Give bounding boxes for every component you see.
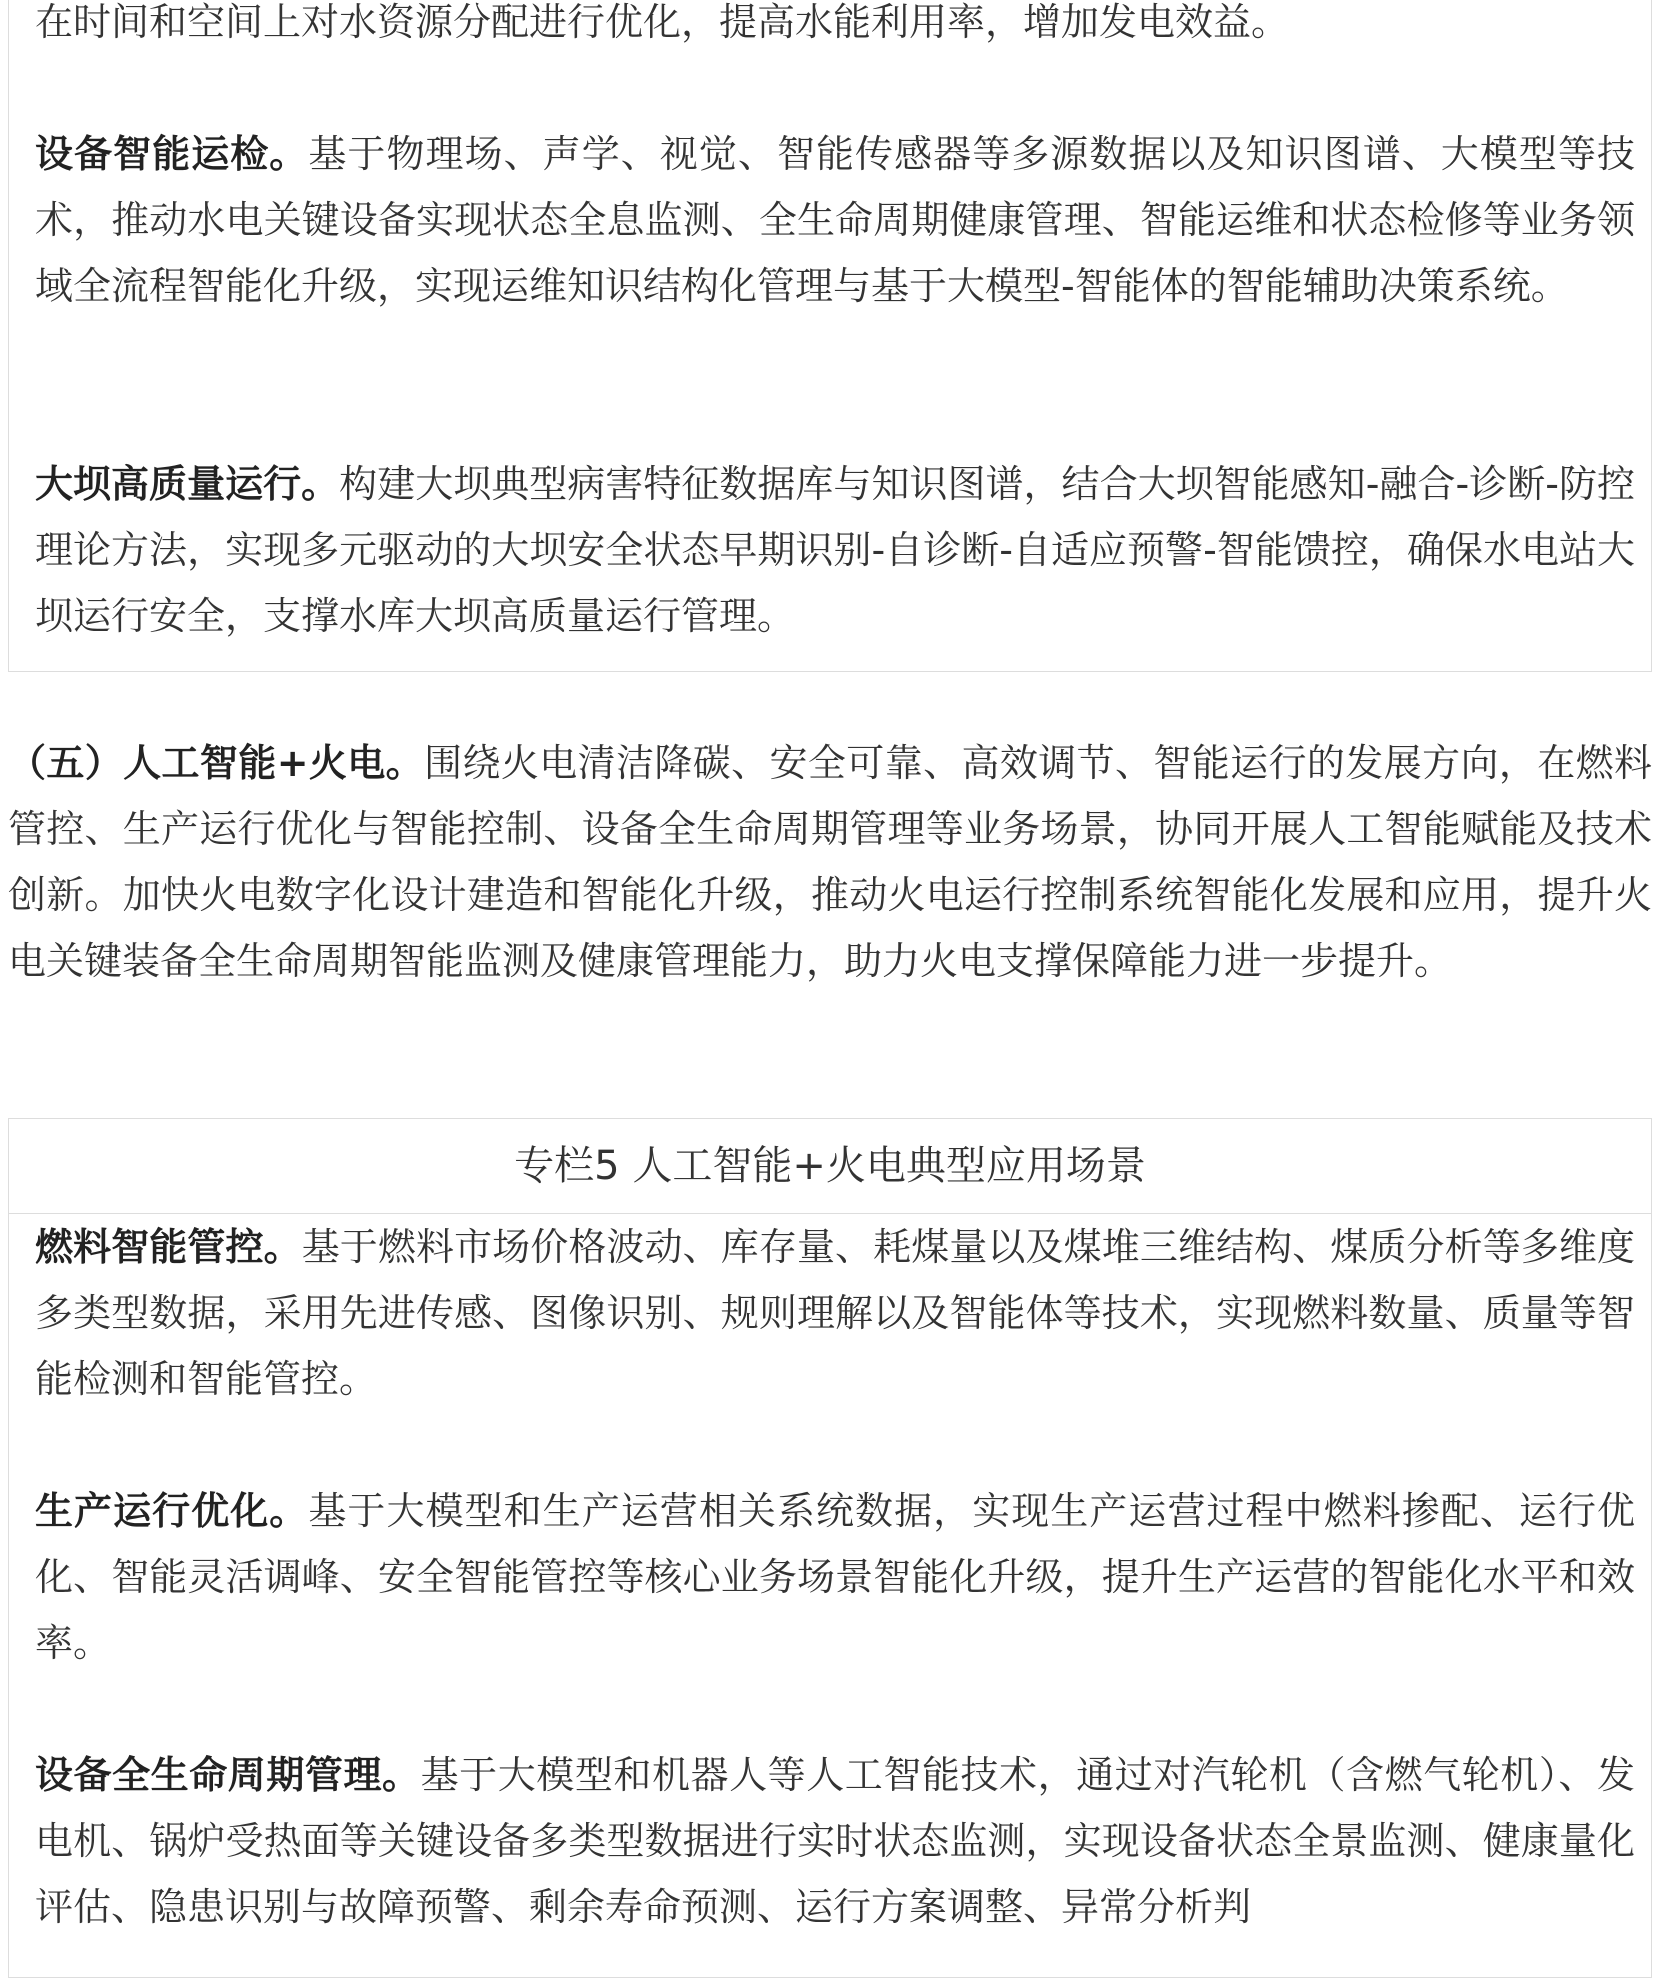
box-item-equipment-lifecycle (35, 1742, 1635, 1940)
box-item-production-optimization (35, 1478, 1635, 1676)
box-item-title: 设备全生命周期管理。 (35, 1753, 421, 1797)
box-item-body: 基于大模型和生产运营相关系统数据，实现生产运营过程中燃料掺配、运行优化、智能灵活调峰、安全智能管控等核心业务场景智能化升级，提升生产运营的智能化水平和效率。 (35, 1489, 1635, 1665)
box-item-body: 构建大坝典型病害特征数据库与知识图谱，结合大坝智能感知-融合-诊断-防控理论方法，实现多元驱动的大坝安全状态早期识别-自诊断-自适应预警-智能馈控，确保水电站大坝运行安全，支撑水库大坝高质量运行管理。 (35, 462, 1635, 638)
special-column-header: 专栏5 人工智能+火电典型应用场景 (9, 1119, 1651, 1214)
box-item-title: 燃料智能管控。 (35, 1225, 302, 1269)
section-five-body: 围绕火电清洁降碳、安全可靠、高效调节、智能运行的发展方向，在燃料管控、生产运行优化与智能控制、设备全生命周期管理等业务场景，协同开展人工智能赋能及技术创新。加快火电数字化设计建造和智能化升级，推动火电运行控制系统智能化发展和应用，提升火电关键装备全生命周期智能监测及健康管理能力，助力火电支撑保障能力进一步提升。 (8, 741, 1652, 983)
box-item-title: 大坝高质量运行。 (35, 462, 340, 506)
box-item-body: 在时间和空间上对水资源分配进行优化，提高水能利用率，增加发电效益。 (35, 0, 1290, 44)
box-item-fuel-control (35, 1214, 1635, 1412)
box-item-body: 基于大模型和机器人等人工智能技术，通过对汽轮机（含燃气轮机）、发电机、锅炉受热面等关键设备多类型数据进行实时状态监测，实现设备状态全景监测、健康量化评估、隐患识别与故障预警、剩余寿命预测、运行方案调整、异常分析判 (35, 1753, 1635, 1929)
section-five-paragraph (8, 730, 1652, 994)
box-item-title: 设备智能运检。 (35, 132, 309, 176)
section-five-title: （五）人工智能+火电。 (8, 741, 425, 785)
box-item-water-allocation (35, 0, 1635, 55)
box-item-equipment-inspection (35, 121, 1635, 319)
box-item-dam-operation (35, 451, 1635, 649)
box-item-body: 基于燃料市场价格波动、库存量、耗煤量以及煤堆三维结构、煤质分析等多维度多类型数据，采用先进传感、图像识别、规则理解以及智能体等技术，实现燃料数量、质量等智能检测和智能管控。 (35, 1225, 1635, 1401)
special-column-box-hydropower (8, 0, 1652, 672)
box-item-title: 生产运行优化。 (35, 1489, 309, 1533)
special-column-box-thermal-power (8, 1118, 1652, 1978)
box-item-body: 基于物理场、声学、视觉、智能传感器等多源数据以及知识图谱、大模型等技术，推动水电关键设备实现状态全息监测、全生命周期健康管理、智能运维和状态检修等业务领域全流程智能化升级，实现运维知识结构化管理与基于大模型-智能体的智能辅助决策系统。 (35, 132, 1635, 308)
